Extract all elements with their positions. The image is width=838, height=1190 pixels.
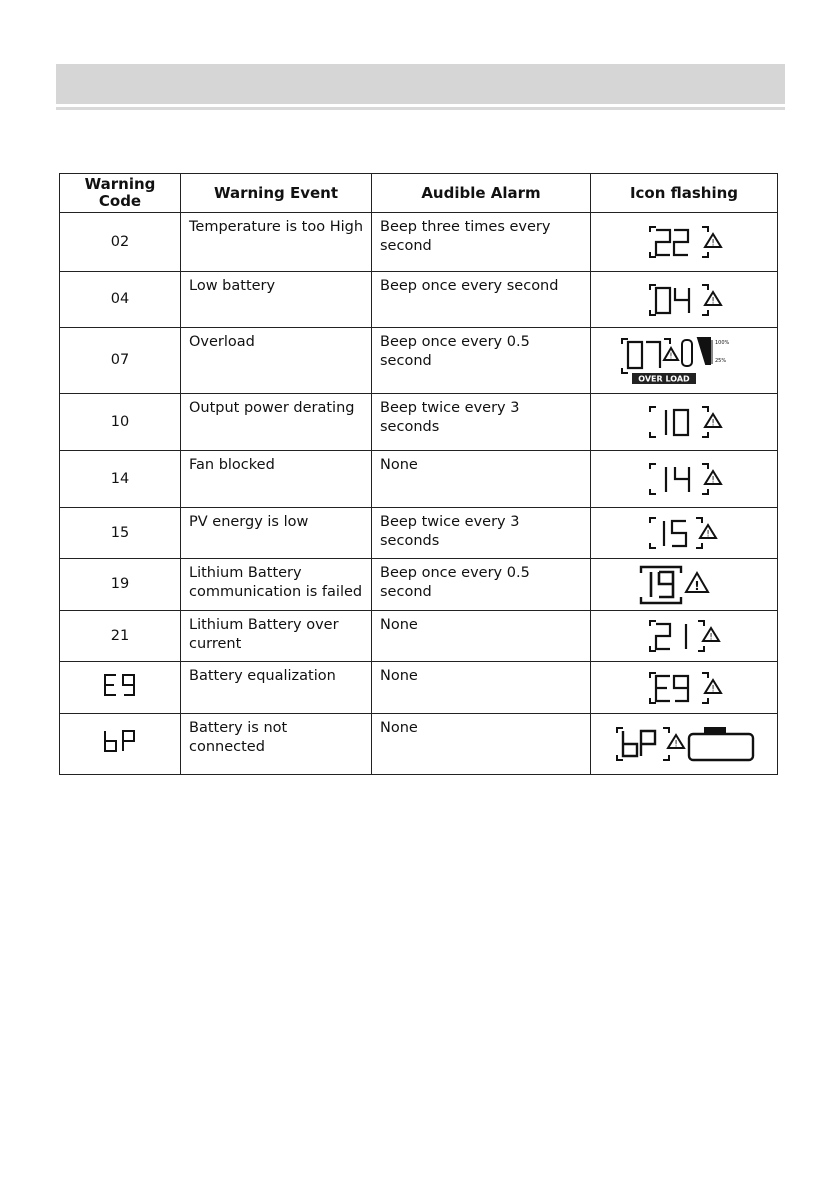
warning-code-cell: 04 xyxy=(60,272,181,328)
lcd-bp-battery-icon xyxy=(609,721,759,767)
warning-code-cell: 02 xyxy=(60,213,181,272)
icon-flashing-cell xyxy=(591,272,778,328)
warning-event-cell: Overload xyxy=(181,328,372,394)
warning-event-cell: Battery equalization xyxy=(181,662,372,714)
audible-alarm-cell: Beep once every 0.5 second xyxy=(372,559,591,611)
lcd-04-warning-icon xyxy=(634,280,734,320)
section-header-divider xyxy=(56,107,785,110)
svg-text:!: ! xyxy=(709,632,713,643)
icon-flashing-cell xyxy=(591,611,778,662)
audible-alarm-cell: Beep twice every 3 seconds xyxy=(372,508,591,559)
svg-text:!: ! xyxy=(711,684,715,694)
audible-alarm-cell: None xyxy=(372,714,591,775)
warning-code-cell: 14 xyxy=(60,451,181,508)
table-row xyxy=(60,559,778,611)
warning-event-cell: Battery is not connected xyxy=(181,714,372,775)
section-header-bar xyxy=(56,64,785,104)
svg-text:!: ! xyxy=(706,529,710,540)
audible-alarm-cell: None xyxy=(372,662,591,714)
warning-code-table xyxy=(59,173,778,775)
icon-flashing-cell xyxy=(591,559,778,611)
icon-flashing-cell xyxy=(591,508,778,559)
warning-code-cell xyxy=(60,662,181,714)
warning-code-cell: 21 xyxy=(60,611,181,662)
table-header-row xyxy=(60,174,778,213)
svg-text:!: ! xyxy=(711,296,715,306)
overload-label: OVER LOAD xyxy=(638,374,690,383)
warning-event-cell: Output power derating xyxy=(181,394,372,451)
header-warning-code: Warning Code xyxy=(60,174,181,213)
lcd-14-warning-icon xyxy=(634,459,734,499)
overload-percent-low: 25% xyxy=(715,357,727,364)
table-row xyxy=(60,451,778,508)
warning-code-cell: 15 xyxy=(60,508,181,559)
svg-text:!: ! xyxy=(674,739,678,750)
warning-event-cell: Temperature is too High xyxy=(181,213,372,272)
audible-alarm-cell: Beep once every second xyxy=(372,272,591,328)
warning-event-cell: Fan blocked xyxy=(181,451,372,508)
lcd-15-warning-icon xyxy=(634,513,734,553)
lcd-02-warning-icon xyxy=(634,222,734,262)
svg-text:!: ! xyxy=(711,238,715,249)
header-icon-flashing: Icon flashing xyxy=(591,174,778,213)
overload-percent-high: 100% xyxy=(715,339,730,346)
icon-flashing-cell xyxy=(591,328,778,394)
audible-alarm-cell: Beep twice every 3 seconds xyxy=(372,394,591,451)
warning-code-cell xyxy=(60,714,181,775)
warning-event-cell: Lithium Battery over current xyxy=(181,611,372,662)
header-audible-alarm: Audible Alarm xyxy=(372,174,591,213)
table-row xyxy=(60,213,778,272)
svg-text:!: ! xyxy=(711,418,715,429)
table-row xyxy=(60,662,778,714)
icon-flashing-cell xyxy=(591,662,778,714)
warning-code-cell: 19 xyxy=(60,559,181,611)
lcd-10-warning-icon xyxy=(634,402,734,442)
icon-flashing-cell xyxy=(591,213,778,272)
lcd-code-bp xyxy=(102,729,138,753)
table-row xyxy=(60,508,778,559)
table-row xyxy=(60,611,778,662)
table-row xyxy=(60,272,778,328)
audible-alarm-cell: Beep three times every second xyxy=(372,213,591,272)
audible-alarm-cell: Beep once every 0.5 second xyxy=(372,328,591,394)
warning-code-cell: 07 xyxy=(60,328,181,394)
warning-event-cell: Lithium Battery communication is failed xyxy=(181,559,372,611)
table-row xyxy=(60,714,778,775)
lcd-e9-warning-icon xyxy=(634,668,734,708)
warning-event-cell: PV energy is low xyxy=(181,508,372,559)
svg-text:!: ! xyxy=(669,351,673,360)
table-row xyxy=(60,394,778,451)
icon-flashing-cell xyxy=(591,394,778,451)
lcd-19-warning-icon xyxy=(629,563,739,607)
svg-text:!: ! xyxy=(711,475,715,486)
icon-flashing-cell xyxy=(591,714,778,775)
header-warning-event: Warning Event xyxy=(181,174,372,213)
table-row xyxy=(60,328,778,394)
lcd-code-e9 xyxy=(102,673,138,697)
svg-text:!: ! xyxy=(694,578,700,593)
audible-alarm-cell: None xyxy=(372,451,591,508)
audible-alarm-cell: None xyxy=(372,611,591,662)
icon-flashing-cell xyxy=(591,451,778,508)
lcd-21-warning-icon xyxy=(634,616,734,656)
lcd-07-overload-icon xyxy=(614,334,754,388)
warning-code-cell: 10 xyxy=(60,394,181,451)
warning-event-cell: Low battery xyxy=(181,272,372,328)
